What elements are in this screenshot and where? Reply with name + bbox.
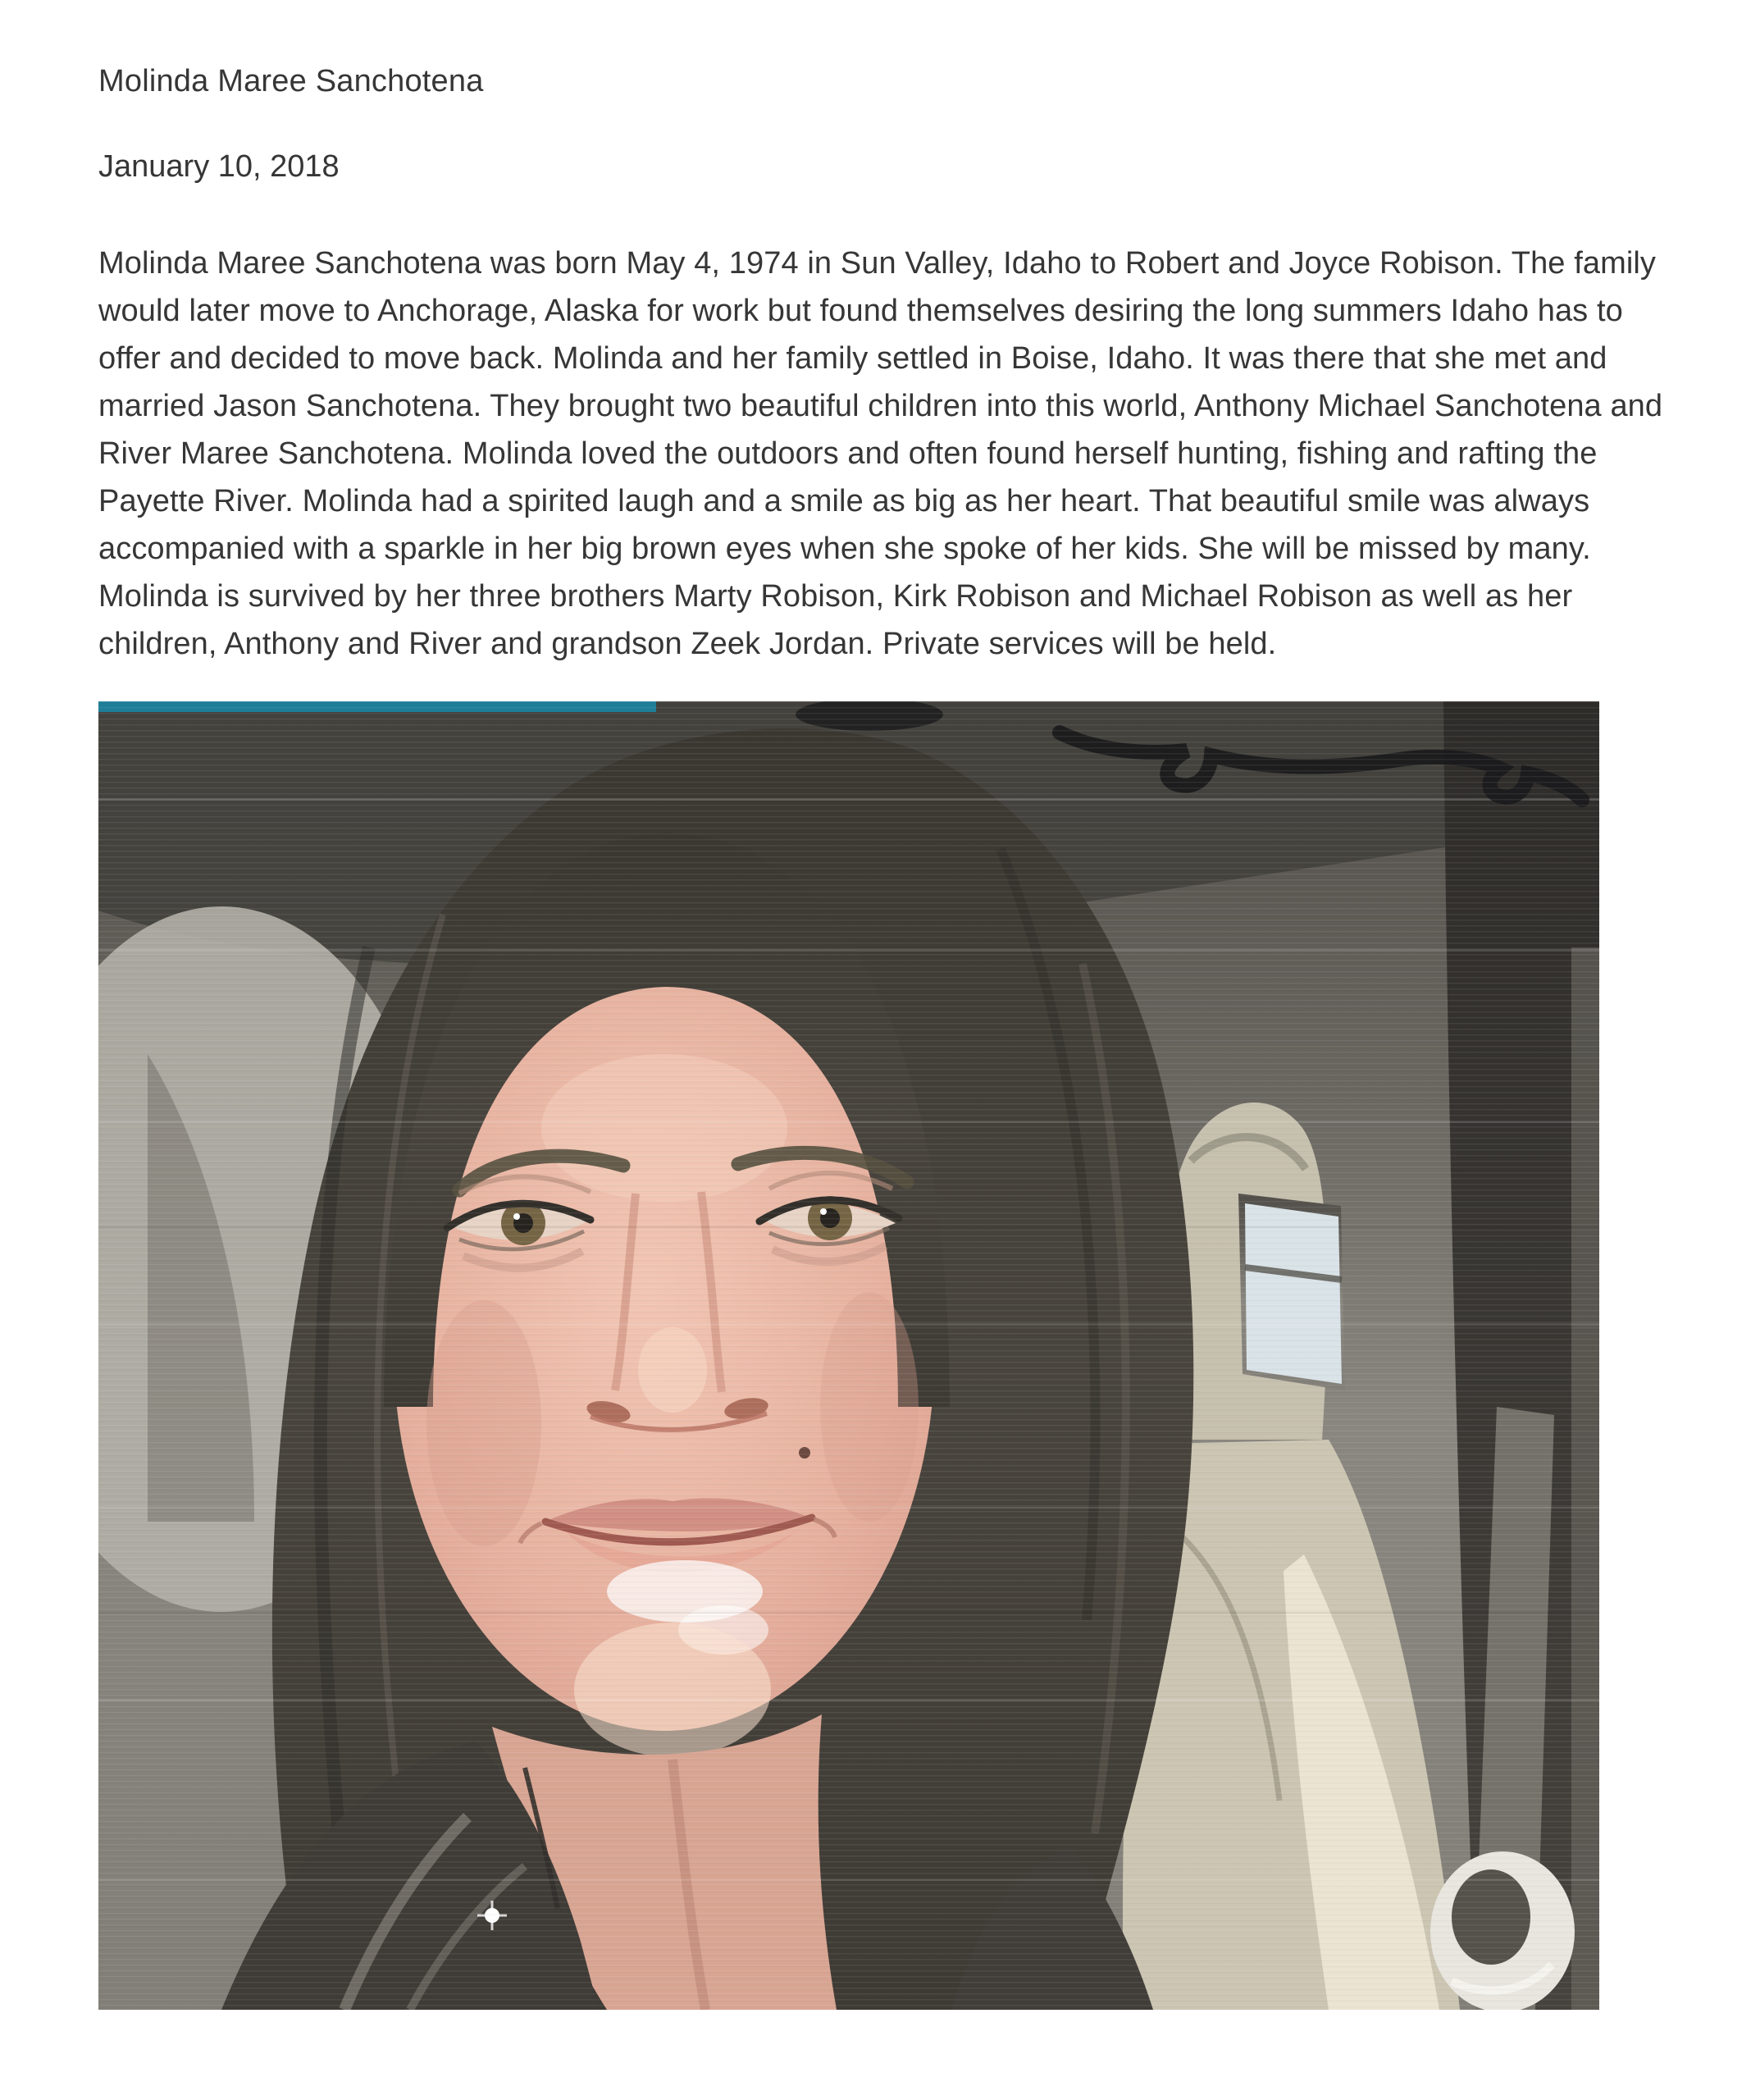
window-sky xyxy=(1245,1203,1342,1384)
photo-illustration xyxy=(98,701,1599,2010)
left-eye-glint xyxy=(513,1213,520,1220)
teal-scan-line xyxy=(98,701,656,712)
right-eye-glint xyxy=(820,1208,827,1215)
obituary-paragraph: Molinda Maree Sanchotena was born May 4, 1974 in Sun Valley, Idaho to Robert and Joyce Robison. The family would later move to Anchorage, Alaska for work but found themselves desiring the long summers Idaho has to offer and decided to move back. Molinda and her family settled in Boise, Idaho. It was there that she met and married Jason Sanchotena. They brought two beautiful children into this world, Anthony Michael Sanchotena and River Maree Sanchotena. Molinda loved the outdoors and often found herself hunting, fishing and rafting the Payette River. Molinda had a spirited laugh and a smile as big as her heart. That beautiful smile was always accompanied with a sparkle in her big brown eyes when she spoke of her kids. She will be missed by many. Molinda is survived by her three brothers Marty Robison, Kirk Robison and Michael Robison as well as her children, Anthony and River and grandson Zeek Jordan. Private services will be held. xyxy=(98,246,1663,661)
forehead-highlight xyxy=(541,1054,787,1202)
door-handle-dark xyxy=(1452,1869,1530,1965)
document-date: January 10, 2018 xyxy=(98,149,340,184)
chin-highlight xyxy=(574,1623,771,1757)
right-cheek-shade xyxy=(820,1292,919,1522)
left-cheek-shade xyxy=(426,1300,541,1546)
pillar-edge-strip xyxy=(1571,947,1599,2010)
mole xyxy=(799,1447,810,1459)
document-title: Molinda Maree Sanchotena xyxy=(98,64,484,98)
nose-tip-highlight xyxy=(638,1327,707,1413)
obituary-photo xyxy=(98,701,1599,2010)
